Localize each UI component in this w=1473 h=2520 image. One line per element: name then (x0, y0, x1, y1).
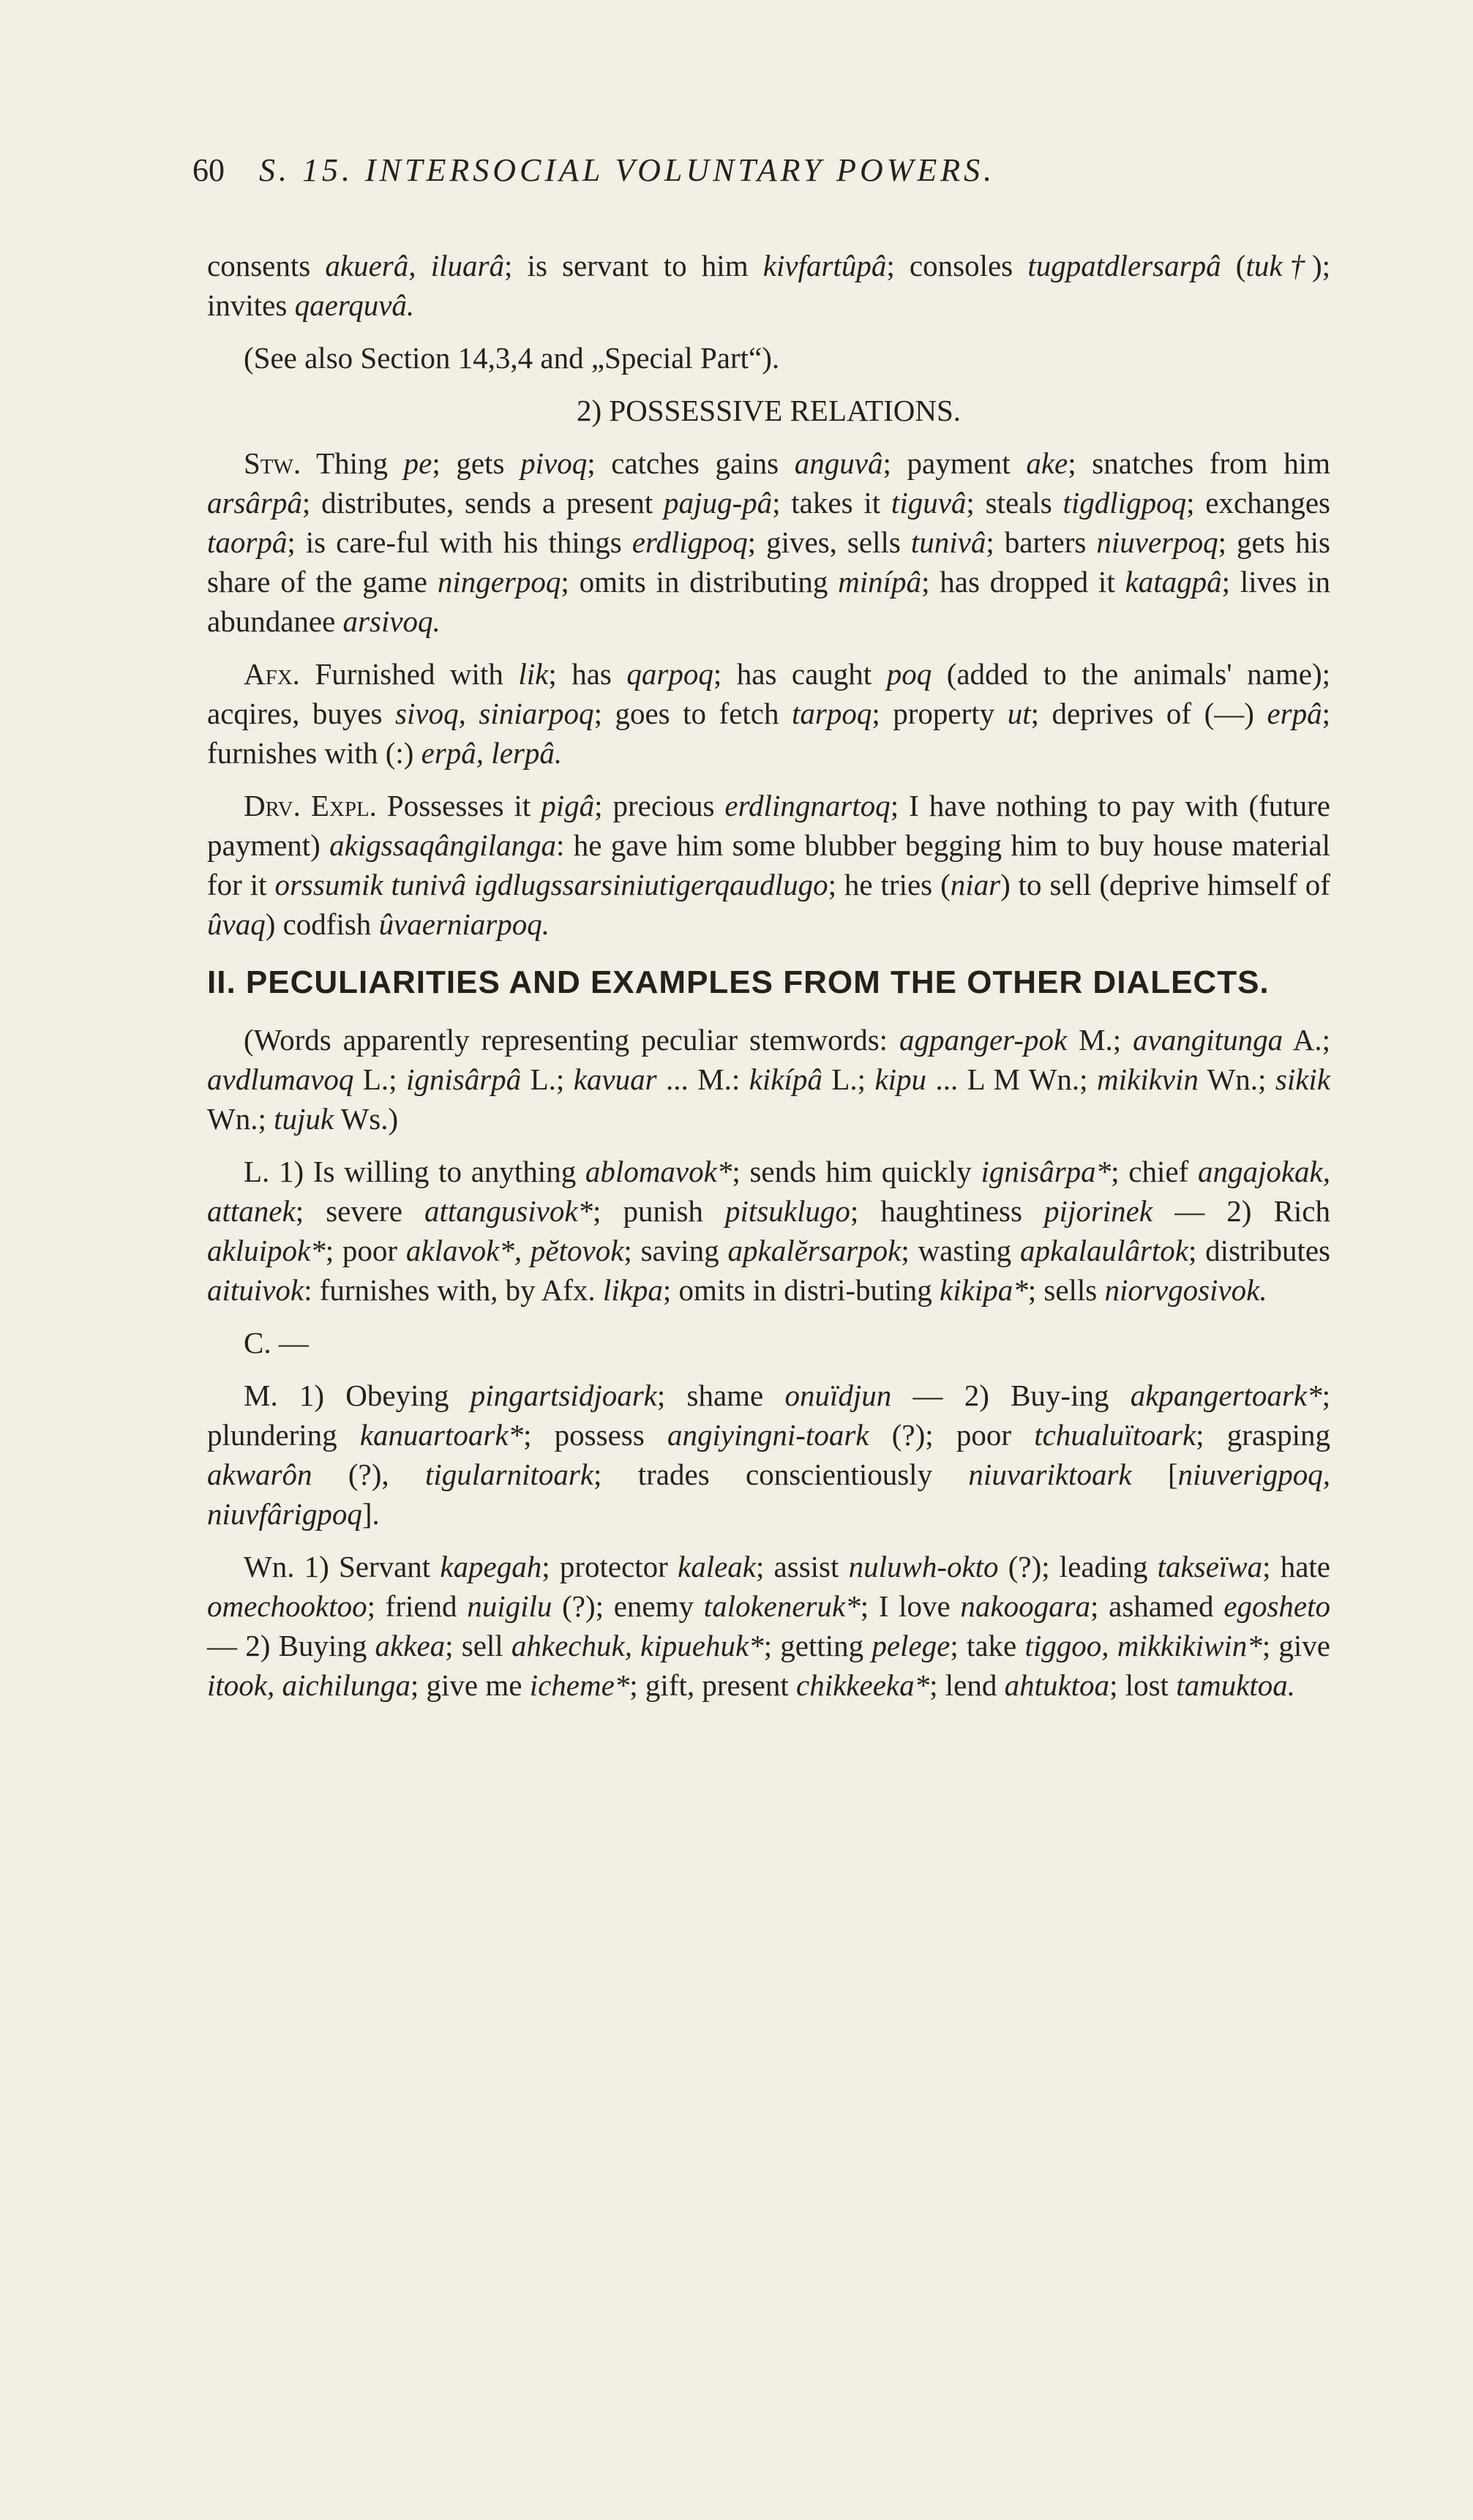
italic-term: sivoq, siniarpoq (395, 697, 594, 730)
italic-term: pingartsidjoark (470, 1379, 657, 1412)
paragraph (207, 654, 1330, 773)
text-run: ; distributes, sends a present (301, 486, 664, 520)
text-run: M. 1) Obeying (244, 1379, 471, 1412)
text-run: ; I love (860, 1589, 961, 1623)
text-run: ; goes to fetch (593, 697, 792, 730)
text-run: ; property (872, 697, 1008, 730)
italic-term: pijorinek (1044, 1194, 1153, 1228)
italic-term: pelege (872, 1629, 951, 1662)
italic-term: mikikvin (1097, 1062, 1199, 1096)
italic-term: kavuar (573, 1062, 657, 1096)
italic-term: egosheto (1223, 1589, 1330, 1623)
italic-term: likpa (602, 1273, 663, 1307)
italic-term: pigâ (541, 789, 595, 822)
text-run: L.; (822, 1062, 875, 1096)
italic-term: nuigilu (467, 1589, 552, 1623)
text-run: A.; (1283, 1023, 1330, 1057)
italic-term: avdlumavoq (207, 1062, 354, 1096)
text-run: ; friend (367, 1589, 468, 1623)
text-run: ; snatches from him (1068, 446, 1330, 480)
text-run: ; gift, present (629, 1668, 797, 1702)
text-run: ... M.: (656, 1062, 749, 1096)
italic-term: niuverigpoq, niuvfârigpoq (207, 1458, 1330, 1531)
text-run: Possesses it (376, 789, 541, 822)
italic-term: tchualuïtoark (1034, 1418, 1196, 1452)
text-run: (?), (312, 1458, 425, 1491)
text-run: Afx. (244, 657, 300, 691)
text-run: ; poor (325, 1234, 406, 1267)
text-run: ; gets (432, 446, 521, 480)
italic-term: lik (518, 657, 549, 691)
text-run: ; lives in abundanee (207, 565, 1330, 638)
italic-term: itook, aichilunga (207, 1668, 411, 1702)
italic-term: tunivâ (910, 525, 986, 559)
paragraph (207, 443, 1330, 641)
text-run: ; give (1262, 1629, 1331, 1662)
italic-term: tujuk (274, 1102, 334, 1136)
italic-term: erpâ, lerpâ. (421, 736, 563, 770)
italic-term: kipu (874, 1062, 927, 1096)
italic-term: arsivoq. (342, 604, 441, 638)
italic-term: pitsuklugo (725, 1194, 850, 1228)
text-run: Wn.; (1198, 1062, 1275, 1096)
text-run: Wn. 1) Servant (244, 1550, 441, 1583)
text-run: ; consoles (886, 249, 1028, 282)
text-run: ; trades conscientiously (593, 1458, 969, 1491)
text-run: ; exchanges (1186, 486, 1331, 520)
text-run: ; take (950, 1629, 1025, 1662)
italic-term: apkalĕrsarpok (727, 1234, 902, 1267)
text-run: (?); leading (998, 1550, 1158, 1583)
italic-term: kikípâ (749, 1062, 822, 1096)
paragraph (207, 1152, 1330, 1310)
italic-term: qarpoq (626, 657, 713, 691)
body-text (207, 246, 1330, 1718)
text-run: ; takes it (772, 486, 891, 520)
text-run: ; lend (929, 1668, 1005, 1702)
italic-term: ahkechuk, kipuehuk* (511, 1629, 764, 1662)
text-run: ; furnishes with (:) (207, 697, 1330, 770)
italic-term: pivoq (520, 446, 588, 480)
italic-term: onuïdjun (784, 1379, 892, 1412)
text-run: ; barters (986, 525, 1097, 559)
text-run: ; distributes (1188, 1234, 1331, 1267)
text-run: ) to sell (deprive himself of (1000, 868, 1330, 901)
text-run: ... L M Wn.; (926, 1062, 1098, 1096)
text-run: ; protector (541, 1550, 678, 1583)
paragraph (207, 1020, 1330, 1139)
italic-term: tarpoq (792, 697, 872, 730)
text-run: ; payment (882, 446, 1027, 480)
text-run: ; grasping (1196, 1418, 1330, 1452)
text-run: ; has dropped it (921, 565, 1125, 599)
text-run: ; wasting (901, 1234, 1020, 1267)
italic-term: niuvariktoark (968, 1458, 1132, 1491)
italic-term: ut (1007, 697, 1031, 730)
text-run: ; has caught (713, 657, 887, 691)
paragraph (207, 786, 1330, 944)
text-run: — 2) Buying (207, 1629, 375, 1662)
text-run: ; is servant to him (503, 249, 763, 282)
italic-term: ignisârpa* (981, 1155, 1112, 1188)
text-run: II. PECULIARITIES AND EXAMPLES FROM THE OTHER DIALECTS. (207, 964, 1270, 1000)
text-run: — 2) Rich (1152, 1194, 1331, 1228)
italic-term: ahtuktoa (1004, 1668, 1110, 1702)
italic-term: erdligpoq (631, 525, 748, 559)
italic-term: erdlingnartoq (724, 789, 891, 822)
section-heading (207, 963, 1330, 1002)
text-run: ; sells (1027, 1273, 1105, 1307)
text-run: 2) POSSESSIVE RELATIONS. (576, 394, 962, 427)
italic-term: akwarôn (207, 1458, 312, 1491)
italic-term: kikipa* (940, 1273, 1028, 1307)
paragraph (207, 338, 1330, 378)
italic-term: minípâ (838, 565, 922, 599)
paragraph (207, 246, 1330, 325)
italic-term: niorvgosivok. (1104, 1273, 1267, 1307)
paragraph (207, 1323, 1330, 1362)
text-run: ; I have nothing to pay with (future payment) (207, 789, 1330, 862)
text-run: (?); enemy (552, 1589, 704, 1623)
italic-term: agpanger-pok (899, 1023, 1068, 1057)
text-run: ; omits in distri-buting (662, 1273, 940, 1307)
text-run: ; hate (1262, 1550, 1330, 1583)
text-run: ; omits in distributing (561, 565, 839, 599)
text-run: ; punish (593, 1194, 726, 1228)
italic-term: chikkeeka* (796, 1668, 930, 1702)
italic-term: talokeneruk* (703, 1589, 861, 1623)
text-run: Furnished with (299, 657, 519, 691)
text-run: Thing (301, 446, 404, 480)
italic-term: angajokak, attanek (207, 1155, 1330, 1228)
italic-term: sikik (1275, 1062, 1331, 1096)
italic-term: arsârpâ (207, 486, 302, 520)
text-run: Drv. Expl. (244, 789, 377, 822)
text-run: : he gave him some blubber begging him to buy house material for it (207, 828, 1330, 901)
italic-term: takseïwa (1157, 1550, 1263, 1583)
italic-term: anguvâ (794, 446, 883, 480)
text-run: ; catches gains (587, 446, 795, 480)
text-run: ; precious (594, 789, 725, 822)
text-run: : furnishes with, by Afx. (304, 1273, 603, 1307)
text-run: L.; (521, 1062, 574, 1096)
italic-term: qaerquvâ. (294, 288, 415, 322)
italic-term: aituivok (207, 1273, 304, 1307)
text-run: ; shame (656, 1379, 785, 1412)
italic-term: kivfartûpâ (762, 249, 887, 282)
text-run: ; saving (623, 1234, 728, 1267)
italic-term: nuluwh-okto (848, 1550, 999, 1583)
italic-term: kapegah (440, 1550, 542, 1583)
italic-term: ignisârpâ (405, 1062, 522, 1096)
text-run: M.; (1067, 1023, 1133, 1057)
italic-term: ablomavok* (585, 1155, 732, 1188)
italic-term: ake (1026, 446, 1068, 480)
paragraph (207, 1547, 1330, 1705)
italic-term: poq (886, 657, 932, 691)
italic-term: kanuartoark* (359, 1418, 524, 1452)
italic-term: icheme* (529, 1668, 630, 1702)
text-run: ; is care-ful with his things (287, 525, 632, 559)
text-run: ; chief (1111, 1155, 1198, 1188)
italic-term: akkea (375, 1629, 446, 1662)
italic-term: niuverpoq (1096, 525, 1218, 559)
italic-term: erpâ (1267, 697, 1322, 730)
italic-term: akpangertoark* (1130, 1379, 1322, 1412)
text-run: C. — (244, 1326, 309, 1360)
text-run: (added to the animals' name); acqires, buyes (207, 657, 1330, 730)
text-run: (See also Section 14,3,4 and „Special Part“). (244, 341, 780, 375)
italic-term: tamuktoa. (1176, 1668, 1296, 1702)
text-run: ; deprives of (—) (1030, 697, 1267, 730)
italic-term: avangitunga (1133, 1023, 1283, 1057)
italic-term: akigssaqângilanga (329, 828, 556, 862)
italic-term: niar (950, 868, 1001, 901)
text-run: ) codfish (265, 907, 379, 941)
italic-term: tugpatdlersarpâ (1027, 249, 1221, 282)
italic-term: pe (403, 446, 432, 480)
text-run: ; give me (410, 1668, 530, 1702)
italic-term: orssumik tunivâ igdlugssarsiniutigerqaudlugo (274, 868, 828, 901)
text-run: ; gets his share of the game (207, 525, 1330, 599)
italic-term: nakoogara (960, 1589, 1091, 1623)
text-run: L.; (353, 1062, 406, 1096)
italic-term: taorpâ (207, 525, 288, 559)
italic-term: ningerpoq (437, 565, 561, 599)
italic-term: ûvaerniarpoq. (378, 907, 550, 941)
italic-term: attangusivok* (424, 1194, 593, 1228)
text-run: consents (207, 249, 326, 282)
header-title: S. 15. INTERSOCIAL VOLUNTARY POWERS. (259, 152, 996, 188)
italic-term: ûvaq (207, 907, 266, 941)
text-run: ; assist (755, 1550, 849, 1583)
text-run: ; plundering (207, 1379, 1330, 1452)
text-run: [ (1131, 1458, 1178, 1491)
text-run: ; lost (1109, 1668, 1177, 1702)
page-number: 60 (192, 152, 225, 188)
italic-term: tigdligpoq (1062, 486, 1187, 520)
text-run: ; sell (445, 1629, 511, 1662)
italic-term: angiyingni-toark (667, 1418, 869, 1452)
text-run: ]. (361, 1497, 380, 1531)
text-run: ; has (548, 657, 627, 691)
text-run: ; he tries ( (828, 868, 951, 901)
text-run: ; haughtiness (850, 1194, 1045, 1228)
text-run: (Words apparently representing peculiar stemwords: (244, 1023, 899, 1057)
italic-term: tuk† (1245, 249, 1312, 282)
italic-term: katagpâ (1125, 565, 1222, 599)
italic-term: tiguvâ (891, 486, 967, 520)
running-header (192, 150, 1334, 191)
italic-term: pajug-pâ (664, 486, 773, 520)
text-run: ; possess (523, 1418, 667, 1452)
text-run: ; steals (966, 486, 1063, 520)
text-run: ; ashamed (1090, 1589, 1224, 1623)
italic-term: omechooktoo (207, 1589, 367, 1623)
text-run: ; sends him quickly (732, 1155, 981, 1188)
text-run: Stw. (244, 446, 301, 480)
text-run: ); invites (207, 249, 1331, 322)
italic-term: kaleak (678, 1550, 756, 1583)
text-run: (?); poor (869, 1418, 1035, 1452)
text-run: ; getting (763, 1629, 872, 1662)
text-run: — 2) Buy-ing (891, 1379, 1131, 1412)
text-run: ( (1221, 249, 1246, 282)
text-run: L. 1) Is willing to anything (244, 1155, 585, 1188)
text-run: Ws.) (334, 1102, 399, 1136)
paragraph (207, 1376, 1330, 1534)
text-run: Wn.; (207, 1102, 274, 1136)
italic-term: tiggoo, mikkikiwin* (1024, 1629, 1262, 1662)
italic-term: apkalaulârtok (1019, 1234, 1188, 1267)
italic-term: akluipok* (207, 1234, 326, 1267)
italic-term: tigularnitoark (424, 1458, 594, 1491)
subsection-heading (207, 391, 1330, 430)
text-run: ; severe (295, 1194, 425, 1228)
italic-term: aklavok*, pĕtovok (405, 1234, 624, 1267)
text-run: ; gives, sells (747, 525, 911, 559)
italic-term: akuerâ, iluarâ (325, 249, 504, 282)
